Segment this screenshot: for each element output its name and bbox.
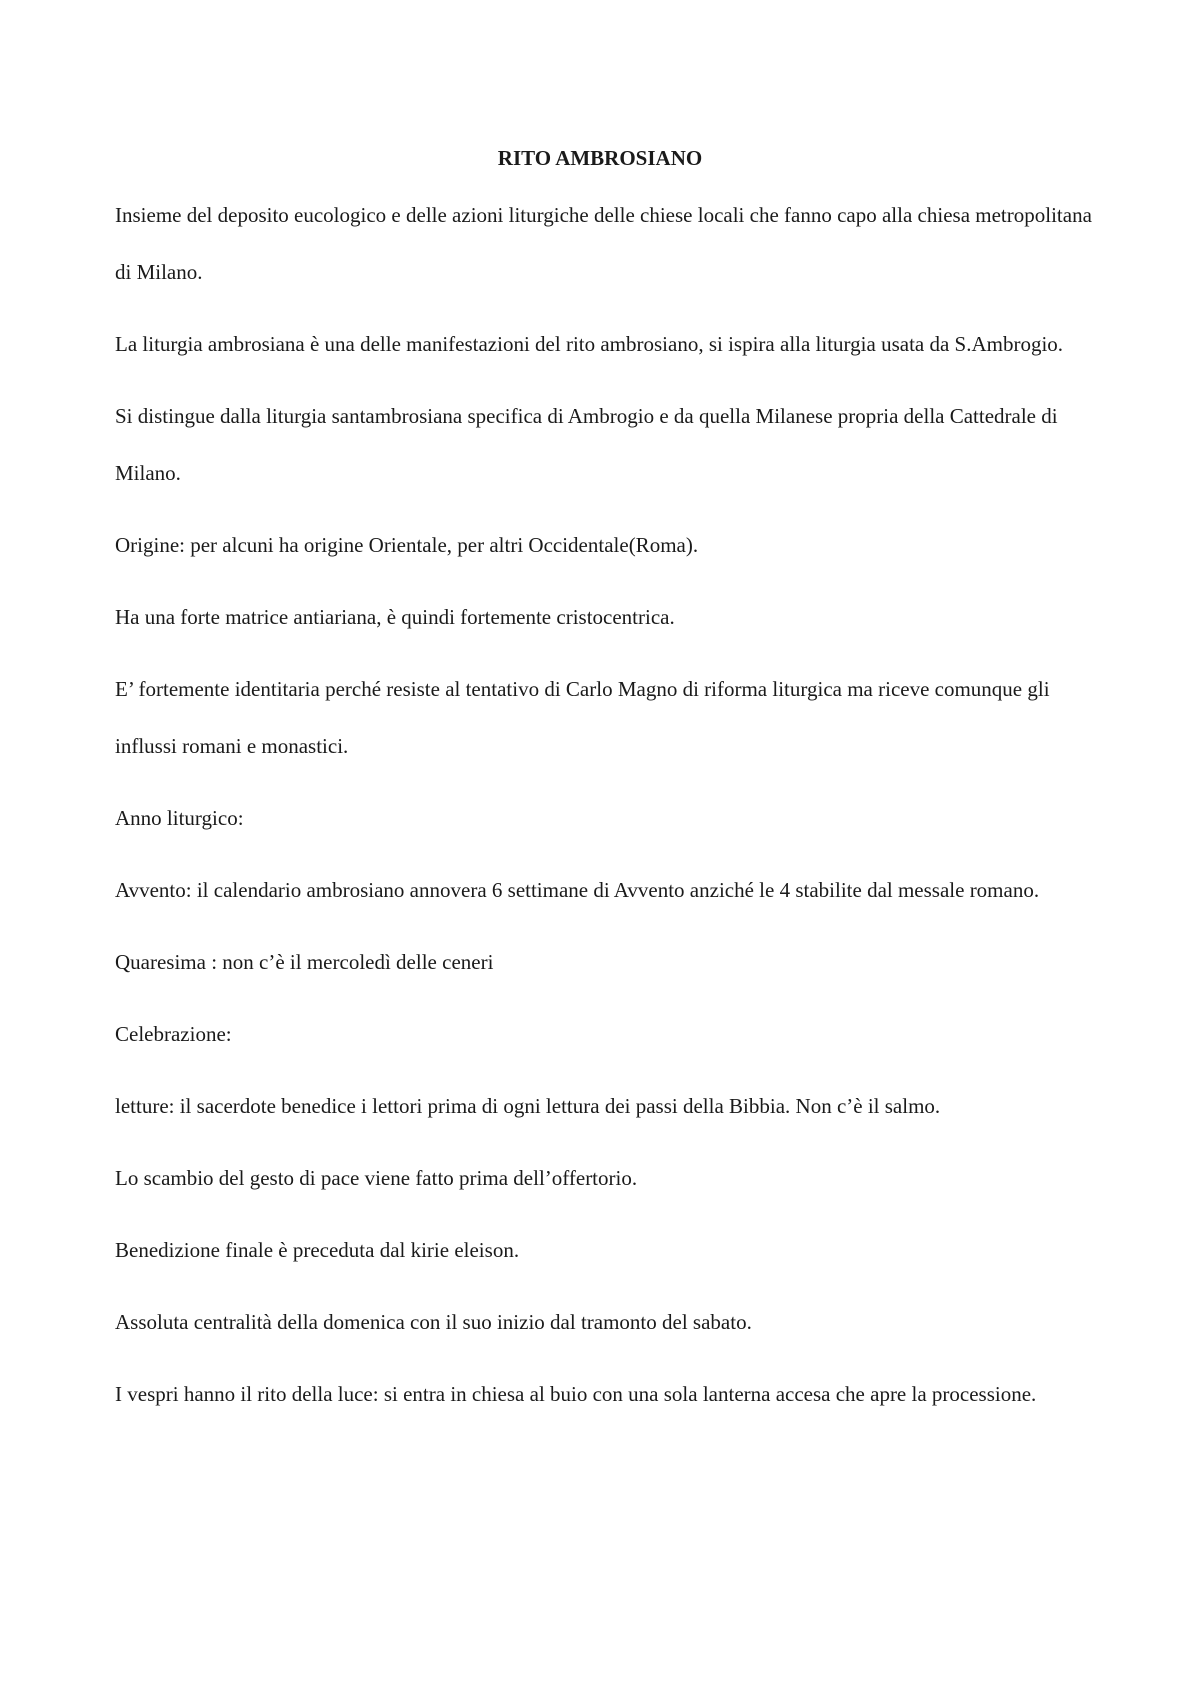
paragraph-blessing: Benedizione finale è preceduta dal kirie eleison. bbox=[115, 1238, 520, 1262]
paragraph-matrix: Ha una forte matrice antiariana, è quindi fortemente cristocentrica. bbox=[115, 605, 675, 629]
paragraph-distinction: Si distingue dalla liturgia santambrosiana specifica di Ambrogio e da quella Milanese propria della Cattedrale di Milano. bbox=[115, 404, 1058, 485]
paragraph-vespers: I vespri hanno il rito della luce: si entra in chiesa al buio con una sola lanterna accesa che apre la processione. bbox=[115, 1382, 1037, 1406]
paragraph-origin: Origine: per alcuni ha origine Orientale, per altri Occidentale(Roma). bbox=[115, 533, 699, 557]
paragraph-readings: letture: il sacerdote benedice i lettori prima di ogni lettura dei passi della Bibbia. Non c’è il salmo. bbox=[115, 1094, 941, 1118]
paragraph-liturgical-year: Anno liturgico: bbox=[115, 806, 244, 830]
paragraph-advent: Avvento: il calendario ambrosiano annovera 6 settimane di Avvento anziché le 4 stabilite dal messale romano. bbox=[115, 878, 1040, 902]
page-title: RITO AMBROSIANO bbox=[497, 146, 703, 170]
paragraph-peace: Lo scambio del gesto di pace viene fatto prima dell’offertorio. bbox=[115, 1166, 638, 1190]
paragraph-identity: E’ fortemente identitaria perché resiste al tentativo di Carlo Magno di riforma liturgica ma riceve comunque gli influssi romani e monastici. bbox=[115, 677, 1050, 758]
paragraph-sunday: Assoluta centralità della domenica con il suo inizio dal tramonto del sabato. bbox=[115, 1310, 752, 1334]
paragraph-definition: Insieme del deposito eucologico e delle azioni liturgiche delle chiese locali che fanno capo alla chiesa metropolitana di Milano. bbox=[115, 203, 1092, 284]
paragraph-lent: Quaresima : non c’è il mercoledì delle ceneri bbox=[115, 950, 494, 974]
paragraph-celebration: Celebrazione: bbox=[115, 1022, 232, 1046]
document-body bbox=[115, 187, 1105, 1438]
paragraph-liturgy: La liturgia ambrosiana è una delle manifestazioni del rito ambrosiano, si ispira alla liturgia usata da S.Ambrogio. bbox=[115, 332, 1064, 356]
